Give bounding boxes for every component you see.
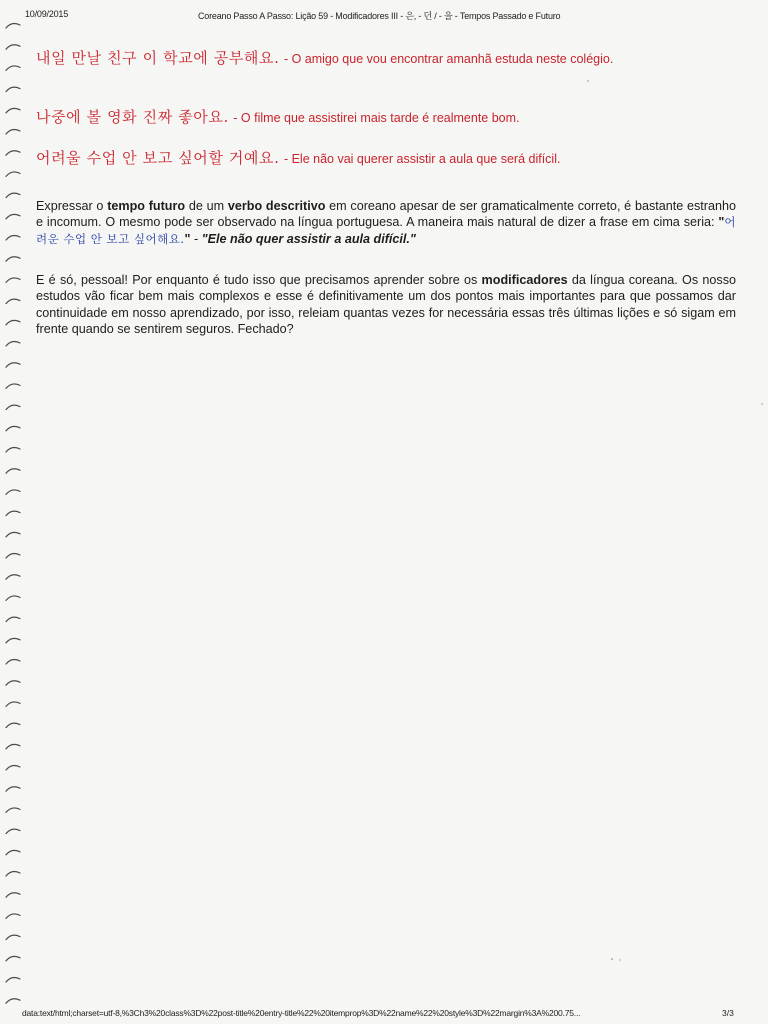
print-url: data:text/html;charset=utf-8,%3Ch3%20class%3D%22post-title%20entry-title%22%20itemprop%3D%22name%22%20style%3D%22margin%3A%200.75...	[22, 1008, 581, 1018]
text-run: -	[190, 231, 202, 246]
example-translation-3: - Ele não vai querer assistir a aula que será difícil.	[283, 152, 561, 166]
text-run: da língua coreana. Os nosso estudos vão ficar bem mais complexos e esse é definitivamente um dos pontos mais importantes para que possamos dar continuidade em nosso aprendizado, por isso, releiam quantas vezes for necessária essas três últimas lições e só sigam em frente quando se sentirem seguros. Fechado?	[36, 272, 737, 337]
text-run: Expressar o	[36, 198, 108, 213]
bold-term-verbo-descritivo: verbo descritivo	[227, 198, 326, 213]
example-korean-1: 내일 만날 친구 이 학교에 공부해요.	[36, 49, 280, 67]
print-page-title: Coreano Passo A Passo: Lição 59 - Modificadores III - 은, - 던 / - 을 - Tempos Passado e Futuro	[198, 11, 561, 21]
print-date: 10/09/2015	[25, 9, 69, 19]
text-run: de um	[185, 198, 228, 213]
quote-mark: "	[184, 231, 191, 246]
text-run: E é só, pessoal! Por enquanto é tudo isso que precisamos aprender sobre os	[36, 272, 482, 287]
portuguese-quote: "Ele não quer assistir a aula difícil."	[201, 231, 416, 246]
bold-term-modificadores: modificadores	[481, 272, 568, 287]
example-korean-3: 어려울 수업 안 보고 싶어할 거예요.	[36, 149, 280, 167]
text-run: em coreano apesar de ser gramaticalmente correto, é bastante estranho e incomum. O mesmo pode ser observado na língua portuguesa. A maneira mais natural de dizer a frase em cima seria:	[36, 198, 737, 230]
example-korean-2: 나중에 볼 영화 진짜 좋아요.	[36, 108, 229, 126]
example-translation-2: - O filme que assistirei mais tarde é realmente bom.	[233, 111, 520, 125]
print-page-number: 3/3	[722, 1008, 734, 1018]
korean-quote: 어려운 수업 안 보고 싶어해요.	[36, 215, 736, 246]
bold-term-tempo-futuro: tempo futuro	[107, 198, 186, 213]
example-translation-1: - O amigo que vou encontrar amanhã estuda neste colégio.	[283, 52, 614, 66]
quote-mark: "	[718, 215, 725, 230]
